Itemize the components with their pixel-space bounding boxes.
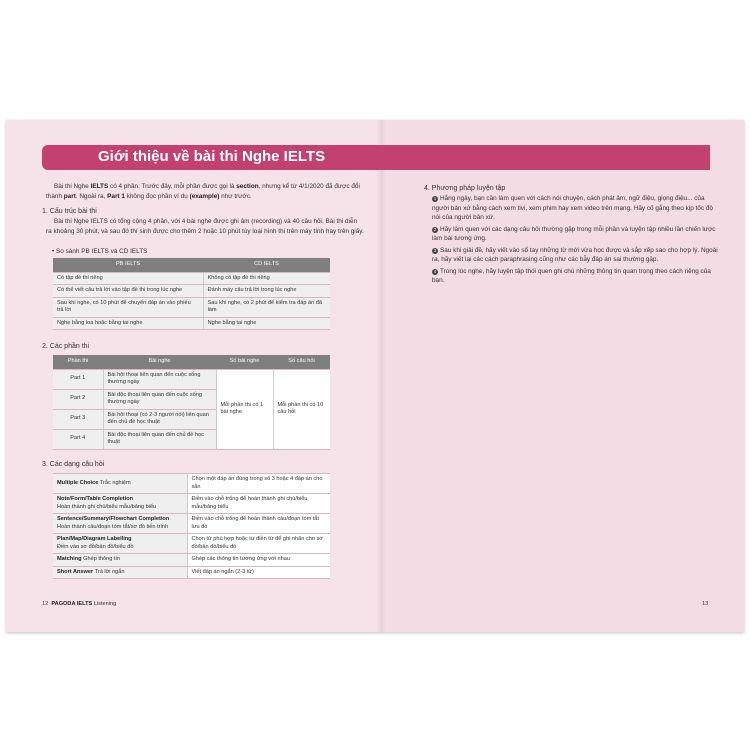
table-row: Part 3 Bài hội thoại (có 2-3 người nói) liên quan đến chủ đề học thuật [53, 409, 330, 429]
table-row: Note/Form/Table Completion Hoàn thành ghi chú/biểu mẫu/bảng biểu Điền vào chỗ trống để hoàn thành ghi chú/biểu mẫu/bảng biểu [53, 494, 330, 514]
table-row: Có tập đề thi riêng Không có tập đề thi riêng [53, 272, 330, 285]
table-row: Part 4 Bài độc thoại liên quan đến chủ đề học thuật [53, 429, 330, 449]
table-row: Có thể viết câu trả lời vào tập đề thi trong lúc nghe Đánh máy câu trả lời trong lúc nghe [53, 285, 330, 298]
left-footer: 12 PAGODA IELTS Listening [42, 601, 117, 607]
right-page-number: 13 [702, 601, 709, 607]
section1-heading: 1. Cấu trúc bài thi [42, 208, 97, 215]
section3-heading: 3. Các dạng câu hỏi [42, 461, 105, 468]
title-banner [42, 145, 710, 170]
section2-heading: 2. Các phần thi [42, 343, 90, 350]
spine [376, 120, 386, 632]
parts-table: Phần thi Bài nghe Số bài nghe Số câu hỏi Part 1 Bài hội thoại liên quan đến cuộc sống thường ngày Mỗi phần thi có 1 bài nghe Mỗi phần thi có 10 câu hỏi Part 2 Bài độc thoại liên quan đến cuộc sống thường ngày Part 3 Bài hội thoại (có 2-3 người nói) liên quan đến chủ đề học thuật Part 4 Bài độc thoại liên quan đến chủ đề học thuật [53, 355, 330, 450]
question-types-table [53, 473, 330, 579]
list-item: 4 Trong lúc nghe, hãy luyện tập thói quen ghi chú những thông tin quan trọng theo cách riêng của bạn. [432, 267, 711, 284]
table-row: Part 2 Bài độc thoại liên quan đến cuộc sống thường ngày [53, 389, 330, 409]
table-row: Plan/Map/Diagram Labelling Điền vào sơ đồ/bản đồ/biểu đồ Chọn từ phù hợp hoặc tự điền từ để ghi nhãn cho sơ đồ/bản đồ/biểu đồ [53, 534, 330, 554]
compare-label: • So sánh PB IELTS và CD IELTS [52, 248, 148, 255]
list-item: 1 Hằng ngày, bạn cần làm quen với cách nói chuyện, cách phát âm, ngữ điệu, giọng điệu... của người bản xứ bằng cách xem tivi, xem phim hay xem video trên mạng. Hãy cố gắng theo kịp tốc độ nói của người bản xứ. [432, 195, 713, 221]
table-row: Short Answer Trả lời ngắn Viết đáp án ngắn (2-3 từ) [53, 566, 330, 579]
table-row: Multiple Choice Trắc nghiệm Chọn một đáp án đúng trong số 3 hoặc 4 đáp án cho sẵn [53, 474, 330, 494]
list-item: 2 Hãy làm quen với các dạng câu hỏi thường gặp trong mỗi phần và luyện tập nhiều lần chiến lược làm bài tương ứng. [432, 225, 716, 242]
list-item: 3 Sau khi giải đề, hãy viết vào sổ tay những từ mới vừa học được và sắp xếp sao cho hợp lý. Ngoài ra, hãy viết lại các cách paraphrasing cũng như các bẫy đáp án sai thường gặp. [432, 246, 718, 263]
page-title: Giới thiệu về bài thi Nghe IELTS [98, 148, 326, 165]
section1-text: Bài thi Nghe IELTS có tổng cộng 4 phần, với 4 bài nghe được ghi âm (recording) và 40 câu hỏi. Bài thi diễn ra khoảng 30 phút, và sau đó thí sinh được cho thêm 2 hoặc 10 phút tùy loại hình thi trên máy tính hay trên giấy. [46, 218, 364, 235]
table-row: Sau khi nghe, có 10 phút để chuyển đáp án vào phiếu trả lời Sau khi nghe, có 2 phút để kiểm tra đáp án đã làm [53, 297, 330, 317]
practice-list [432, 194, 722, 286]
section4-heading: 4. Phương pháp luyện tập [424, 185, 506, 192]
intro-paragraph: Bài thi Nghe IELTS có 4 phần. Trước đây, mỗi phần được gọi là section, nhưng kể từ 4/1/2020 đã được đổi thành part. Ngoài ra, Part 1 không đọc phần ví dụ (example) như trước. [46, 183, 360, 200]
table-row: Matching Ghép thông tin Ghép các thông tin tương ứng với nhau [53, 554, 330, 567]
table-row: Nghe bằng loa hoặc bằng tai nghe Nghe bằng tai nghe [53, 317, 330, 330]
book-spread [6, 120, 744, 632]
pb-cd-table: PB IELTS CD IELTS Có tập đề thi riêng Không có tập đề thi riêng Có thể viết câu trả lời vào tập đề thi trong lúc nghe Đánh máy câu trả lời trong lúc nghe Sau khi nghe, có 10 phút để chuyển đáp án vào phiếu trả lời Sau khi nghe, có 2 phút để kiểm tra đáp án đã làm Nghe bằng loa hoặc bằng tai nghe Nghe bằng tai nghe [53, 258, 330, 330]
table-row: Sentence/Summary/Flowchart Completion Hoàn thành câu/đoạn tóm tắt/sơ đồ tiến trình Điền vào chỗ trống để hoàn thành câu/đoạn tóm tắt lưu đồ [53, 514, 330, 534]
table-row: Part 1 Bài hội thoại liên quan đến cuộc sống thường ngày Mỗi phần thi có 1 bài nghe Mỗi phần thi có 10 câu hỏi [53, 369, 330, 389]
